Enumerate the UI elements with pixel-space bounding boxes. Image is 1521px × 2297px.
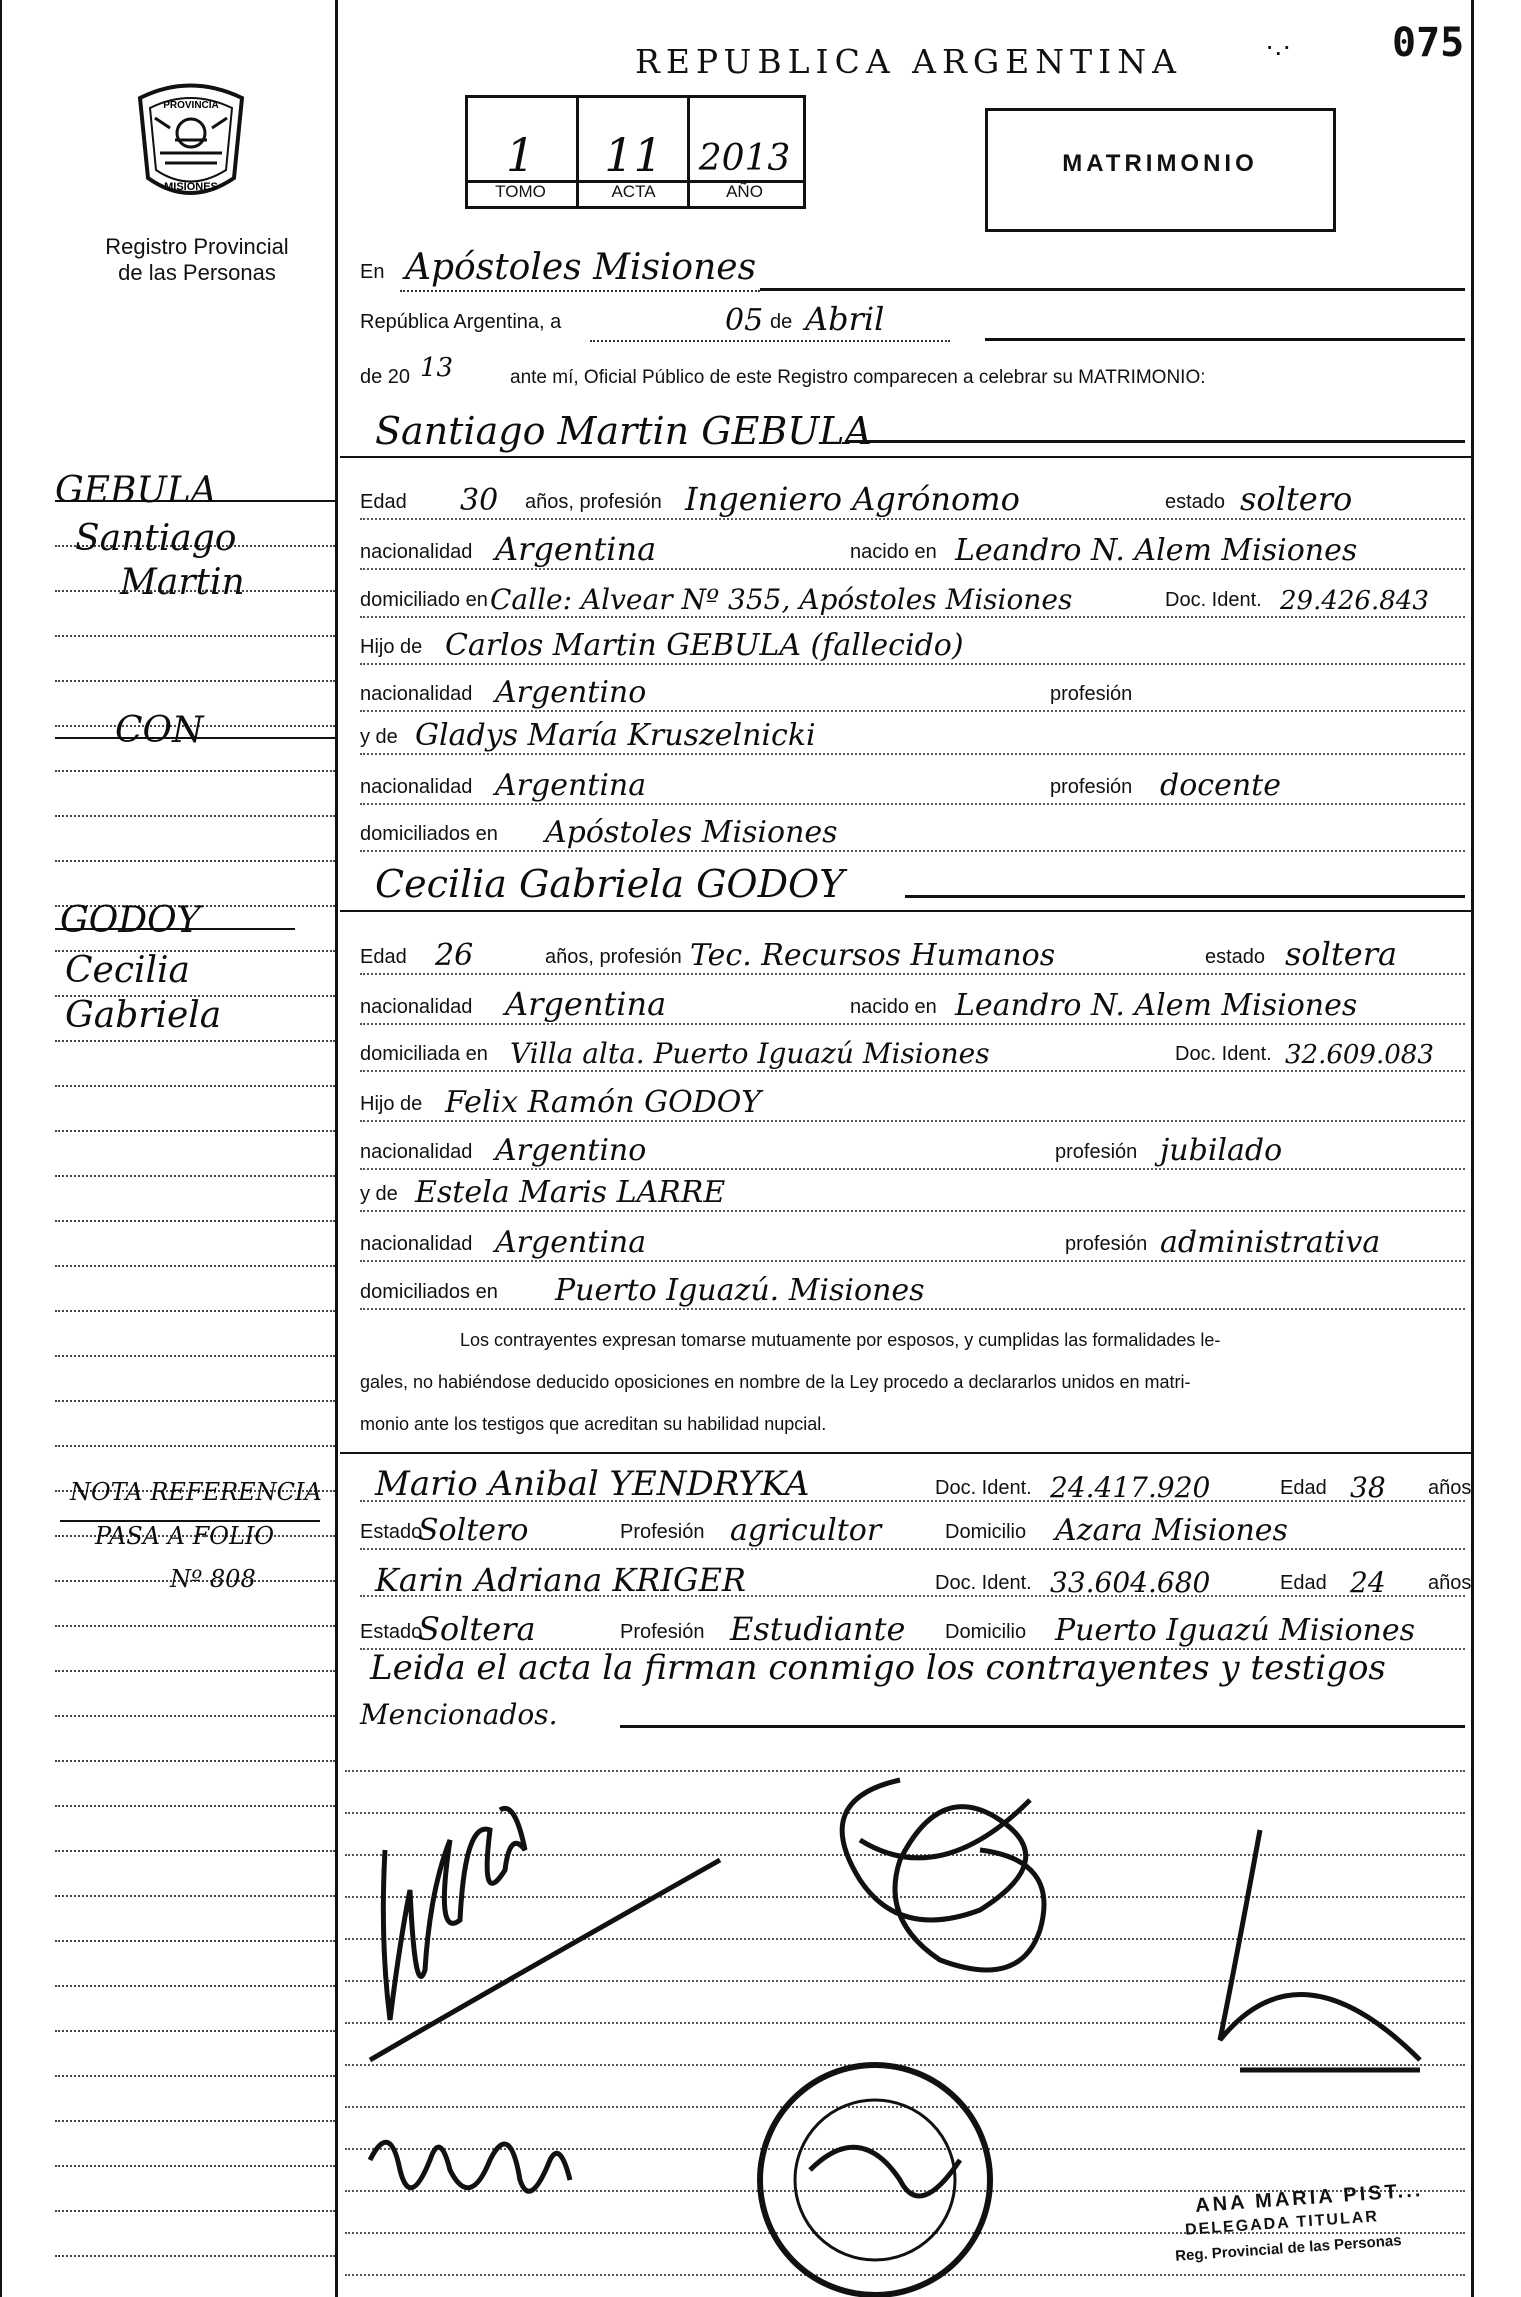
ano-value: 2013 [698,138,791,179]
closing-line2: Mencionados. [360,1698,558,1731]
groom-anos-prof-label: años, profesión [525,491,662,513]
place-value: Apóstoles Misiones [405,247,757,288]
margin-ruled-line [55,1805,335,1807]
doc-type-label: MATRIMONIO [1062,150,1258,177]
declaration-line1: Los contrayentes expresan tomarse mutuamente por esposos, y cumplidas las formalidades le- [460,1330,1221,1350]
groom-birthplace: Leandro N. Alem Misiones [955,533,1358,568]
margin-ruled-line [55,1175,335,1177]
margin-ruled-line [55,770,335,772]
field-dotted-line [360,1308,1465,1310]
row-bride-name [360,858,1465,908]
bride-parents-address: Puerto Iguazú. Misiones [555,1273,925,1308]
field-dotted-line [360,710,1465,712]
bride-name-line [905,895,1465,898]
en-label: En [360,261,385,283]
acta-value: 11 [604,128,663,182]
page-number: 075 [1392,20,1465,66]
margin-ruled-line [55,2030,335,2032]
row-place [360,247,1465,290]
groom-doc-label: Doc. Ident. [1165,589,1262,611]
row-groom-parents-address [360,812,1465,852]
emblem-bottom-text: MISIONES [164,181,218,193]
margin-ruled-line [55,1085,335,1087]
witness1-prof-label: Profesión [620,1521,705,1543]
bride-nacido-label: nacido en [850,996,937,1018]
witness2-prof-label: Profesión [620,1621,705,1643]
groom-signature [370,1808,720,2060]
bride-dom-label: domiciliada en [360,1043,488,1065]
field-dotted-line [360,1260,1465,1262]
witness1-edad-label: Edad [1280,1477,1327,1499]
stamp-line3: Reg. Provincial de las Personas [1174,2232,1403,2265]
groom-father-nationality: Argentino [495,675,647,710]
field-dotted-line [360,1070,1465,1072]
margin-ruled-line [55,815,335,817]
witness1-profession: agricultor [730,1513,882,1548]
closing-line [620,1725,1465,1728]
groom-name-underline [340,456,1471,458]
field-dotted-line [360,568,1465,570]
witness2-domicile: Puerto Iguazú Misiones [1055,1613,1416,1648]
groom-edad-label: Edad [360,491,407,513]
groom-nacido-label: nacido en [850,541,937,563]
acta-label: ACTA [611,182,656,201]
groom-nationality: Argentina [495,530,657,568]
declaration-line2: gales, no habiéndose deducido oposiciones en nombre de la Ley procedo a declararlos unidos en matri- [360,1372,1191,1392]
row-groom-nationality [360,530,1465,570]
witness1-age: 38 [1350,1471,1386,1504]
margin-ruled-line [55,635,335,637]
groom-age: 30 [460,483,499,518]
groom-father-nac-label: nacionalidad [360,683,473,705]
margin-ruled-line [55,1220,335,1222]
row-groom-age [360,480,1465,520]
month-value: Abril [805,300,885,338]
witness-signature [370,2142,570,2191]
row-bride-mother-nat [360,1222,1465,1262]
year-value: 13 [420,353,454,383]
margin-con: CON [115,710,204,751]
groom-nac-label: nacionalidad [360,541,473,563]
witness1-domicile: Azara Misiones [1055,1513,1288,1548]
tomo-label: TOMO [495,182,546,201]
witness2-edad-label: Edad [1280,1572,1327,1594]
margin-ruled-line [55,1265,335,1267]
groom-mother-nac-label: nacionalidad [360,776,473,798]
bride-signature [842,1780,1044,1970]
groom-doc: 29.426.843 [1280,586,1429,616]
margin-bride-surname: GODOY [60,900,201,941]
groom-parents-address: Apóstoles Misiones [545,815,838,850]
official-seal [760,2065,990,2295]
bride-mother-profession: administrativa [1160,1225,1381,1260]
margin-groom-name1: Santiago [75,518,237,559]
margin-ruled-line [55,680,335,682]
bride-mother: Estela Maris LARRE [415,1175,726,1210]
margin-ruled-line [55,1040,335,1042]
officer-signature [1220,1830,1420,2070]
row-bride-parents-address [360,1270,1465,1310]
ante-text: ante mí, Oficial Público de este Registro comparecen a celebrar su MATRIMONIO: [510,367,1206,388]
declaration-line3: monio ante los testigos que acreditan su habilidad nupcial. [360,1414,827,1434]
row-groom-address [360,578,1465,618]
tomo-value: 1 [505,128,536,182]
ano-label: AÑO [726,182,763,201]
groom-name-line [845,440,1465,443]
bride-doc: 32.609.083 [1285,1040,1434,1070]
emblem-top-text: PROVINCIA [163,100,219,111]
margin-ruled-line [55,1625,335,1627]
bride-mother-nac-label: nacionalidad [360,1233,473,1255]
bride-address: Villa alta. Puerto Iguazú Misiones [510,1037,990,1070]
witness2-estado: Soltera [418,1610,536,1648]
country-title: REPUBLICA ARGENTINA [635,42,1182,81]
groom-profession: Ingeniero Agrónomo [685,480,1020,518]
field-dotted-line [360,1648,1465,1650]
margin-bride-name2: Gabriela [65,995,222,1036]
row-groom-name [360,405,1465,455]
field-dotted-line [360,1548,1465,1550]
witness1-doc-label: Doc. Ident. [935,1477,1032,1499]
groom-mother-prof-label: profesión [1050,776,1133,798]
bride-father-nationality: Argentino [495,1133,647,1168]
groom-mother-nationality: Argentina [495,768,647,803]
bride-father-prof-label: profesión [1055,1141,1138,1163]
field-dotted-line [360,753,1465,755]
row-witness1-details [360,1510,1465,1550]
row-bride-age [360,935,1465,975]
margin-groom-surname: GEBULA [55,470,217,511]
closing-line1: Leida el acta la firman conmigo los contrayentes y testigos [370,1648,1386,1688]
field-dotted-line [360,973,1465,975]
margin-ruled-line [55,2255,335,2257]
margin-ruled-line [55,1445,335,1447]
row-bride-nationality [360,985,1465,1025]
witness1-doc: 24.417.920 [1050,1471,1211,1504]
groom-civil-status: soltero [1240,480,1353,518]
witness1-anos-label: años [1428,1477,1472,1499]
row-bride-father [360,1082,1465,1122]
bride-father-nac-label: nacionalidad [360,1141,473,1163]
margin-ruled-line [55,860,335,862]
provincial-emblem [130,78,252,208]
witness2-doc-label: Doc. Ident. [935,1572,1032,1594]
margin-groom-name2: Martin [120,562,245,603]
groom-mother: Gladys María Kruszelnicki [415,718,816,753]
groom-address: Calle: Alvear Nº 355, Apóstoles Misiones [490,583,1073,616]
groom-hijo-label: Hijo de [360,636,423,658]
row-bride-father-nat [360,1130,1465,1170]
bride-birthplace: Leandro N. Alem Misiones [955,988,1358,1023]
bride-civil-status: soltera [1285,935,1398,973]
witness2-name: Karin Adriana KRIGER [375,1561,747,1599]
registry-name-line2: de las Personas [118,260,276,285]
groom-yde-label: y de [360,726,398,748]
form-right-border [1471,0,1474,2297]
row-bride-mother [360,1172,1465,1212]
witness1-name: Mario Anibal YENDRYKA [375,1464,810,1504]
field-dotted-line [360,1168,1465,1170]
groom-doms-label: domiciliados en [360,823,498,845]
margin-ruled-line [55,1850,335,1852]
bride-hijo-label: Hijo de [360,1093,423,1115]
margin-ruled-line [55,2165,335,2167]
year-prefix: de 20 [360,366,411,388]
bride-profession: Tec. Recursos Humanos [690,938,1056,973]
groom-father-prof-label: profesión [1050,683,1133,705]
form-left-border [335,0,338,2297]
margin-ruled-line [55,1130,335,1132]
margin-ruled-line [55,1670,335,1672]
field-dotted-line [360,1595,1465,1597]
place-dots [400,290,760,292]
day-value: 05 [725,303,764,338]
bride-edad-label: Edad [360,946,407,968]
margin-note-line3: Nº 808 [170,1565,256,1593]
field-dotted-line [360,1120,1465,1122]
field-dotted-line [360,1023,1465,1025]
bride-mother-prof-label: profesión [1065,1233,1148,1255]
row-groom-mother [360,715,1465,755]
registry-name-line1: Registro Provincial [105,234,289,259]
bride-doms-label: domiciliados en [360,1281,498,1303]
row-groom-father-nat [360,672,1465,712]
margin-ruled-line [55,1400,335,1402]
bride-father-profession: jubilado [1160,1133,1283,1168]
witness2-age: 24 [1350,1566,1386,1599]
margin-ruled-line [55,2120,335,2122]
field-dotted-line [360,616,1465,618]
row-date [360,300,1465,340]
bride-doc-label: Doc. Ident. [1175,1043,1272,1065]
bride-name-underline [340,910,1471,912]
field-dotted-line [360,1500,1465,1502]
bride-mother-nationality: Argentina [495,1225,647,1260]
witness2-anos-label: años [1428,1572,1472,1594]
witness1-estado-label: Estado [360,1521,423,1543]
groom-dom-label: domiciliado en [360,589,488,611]
field-dotted-line [360,1210,1465,1212]
field-dotted-line [360,663,1465,665]
declaration-underline [340,1452,1471,1454]
row-groom-mother-nat [360,765,1465,805]
witness2-dom-label: Domicilio [945,1621,1027,1643]
groom-full-name: Santiago Martin GEBULA [375,409,872,453]
margin-ruled-line [55,1760,335,1762]
witness2-estado-label: Estado [360,1621,423,1643]
scan-specks: ·.· [1265,30,1292,61]
bride-nac-label: nacionalidad [360,996,473,1018]
field-dotted-line [360,518,1465,520]
row-year [360,355,1465,395]
bride-nationality: Argentina [505,985,667,1023]
witness2-profession: Estudiante [730,1610,906,1648]
groom-mother-profession: docente [1160,768,1281,803]
witness1-dom-label: Domicilio [945,1521,1027,1543]
stamp-line1: ANA MARIA PIST... [1194,2179,1424,2217]
margin-bride-name1: Cecilia [65,950,191,991]
date-dots [590,340,950,342]
margin-ruled-line [55,1940,335,1942]
bride-full-name: Cecilia Gabriela GODOY [375,862,845,906]
bride-father: Felix Ramón GODOY [445,1085,762,1120]
margin-note-line2: PASA A FOLIO [95,1522,275,1550]
bride-anos-prof-label: años, profesión [545,946,682,968]
margin-ruled-line [55,2210,335,2212]
stamp-line2: DELEGADA TITULAR [1184,2208,1380,2239]
de-label: de [770,311,793,333]
bride-age: 26 [435,938,474,973]
row-witness2-details [360,1610,1465,1650]
field-dotted-line [360,850,1465,852]
margin-ruled-line [55,1895,335,1897]
date-line [985,338,1465,341]
place-line [760,288,1465,291]
left-page-border [0,0,2,2297]
witness1-estado: Soltero [418,1513,529,1548]
margin-ruled-line [55,1310,335,1312]
groom-estado-label: estado [1165,491,1226,513]
margin-ruled-line [55,2075,335,2077]
field-dotted-line [360,803,1465,805]
margin-ruled-line [55,1355,335,1357]
bride-yde-label: y de [360,1183,398,1205]
republica-label: República Argentina, a [360,311,562,333]
groom-father: Carlos Martin GEBULA (fallecido) [445,628,964,663]
row-bride-address [360,1032,1465,1072]
bride-estado-label: estado [1205,946,1266,968]
row-groom-father [360,625,1465,665]
witness2-doc: 33.604.680 [1050,1566,1211,1599]
margin-ruled-line [55,1985,335,1987]
margin-ruled-line [55,1715,335,1717]
margin-note-line1: NOTA REFERENCIA [70,1478,322,1506]
